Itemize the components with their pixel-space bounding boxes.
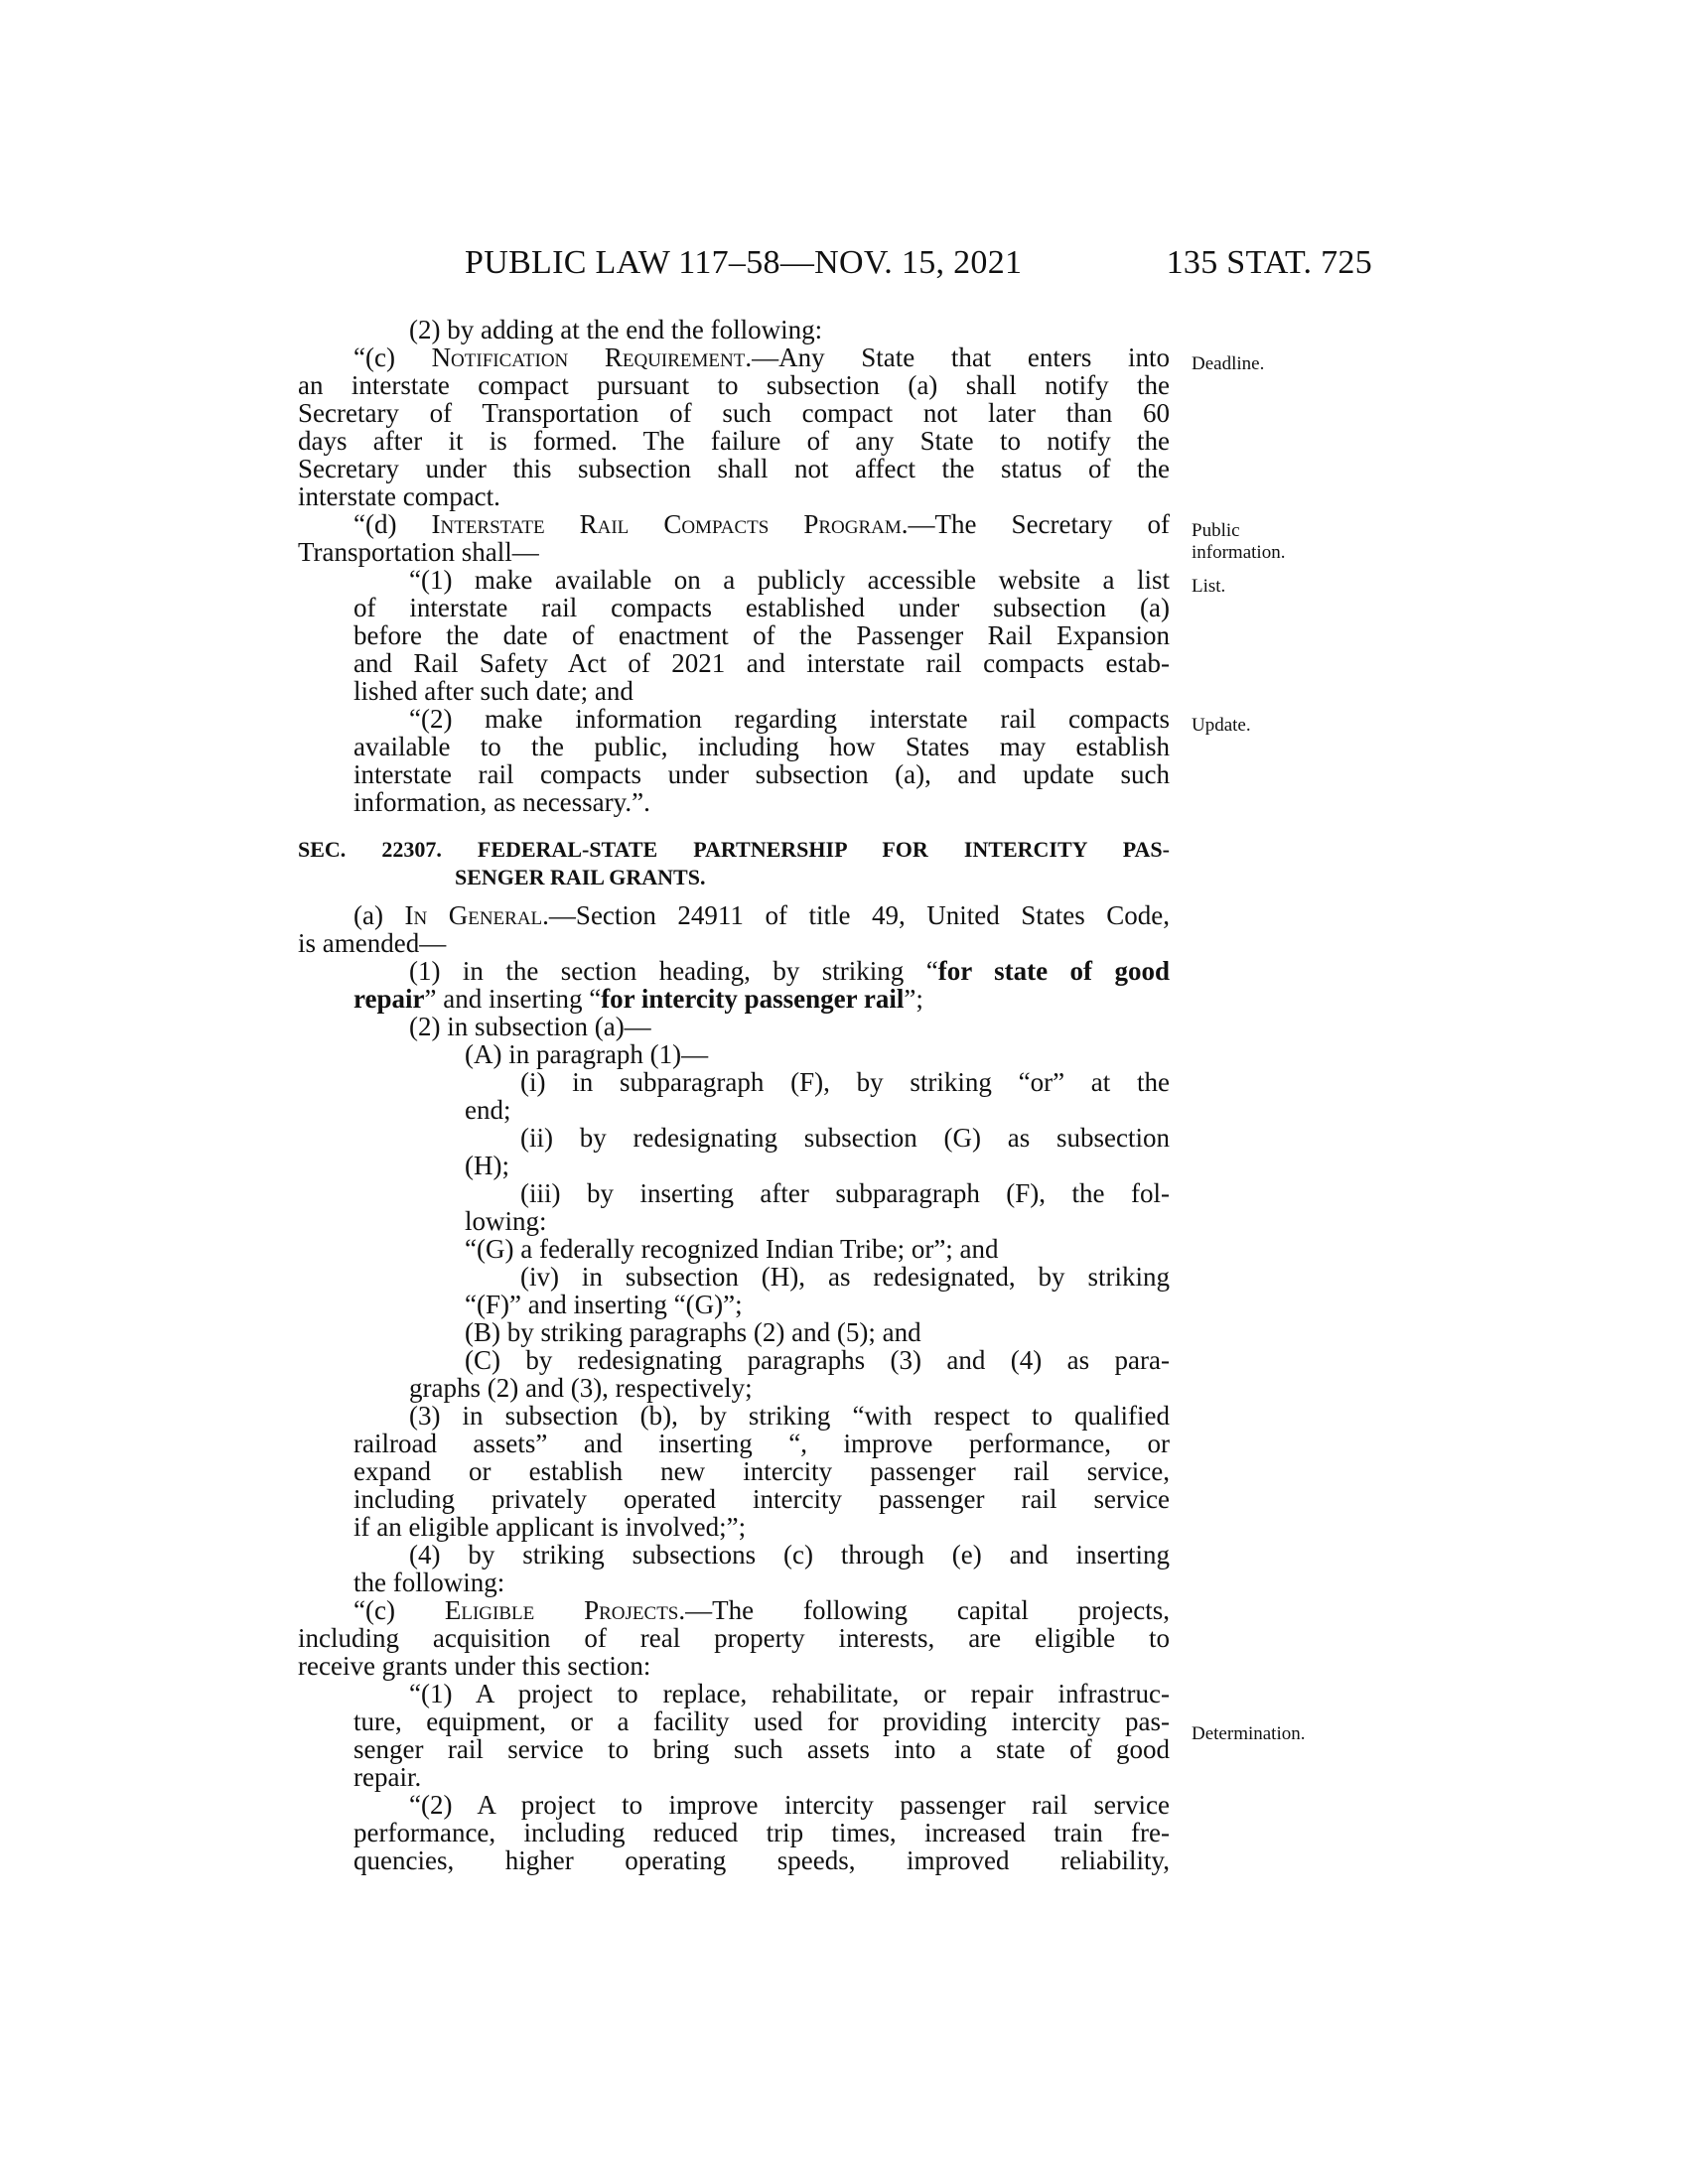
text-line: receive grants under this section: [298, 1651, 651, 1681]
text-line: Transportation shall— [298, 537, 539, 567]
text-line: “(d) Interstate Rail Compacts Program.—The Secretary of [353, 509, 1171, 539]
margin-note-list: List. [1192, 576, 1226, 597]
text-line: including acquisition of real property interests, are eligible to [298, 1623, 1170, 1653]
text-line: “(G) a federally recognized Indian Tribe; or”; and [465, 1234, 999, 1264]
text-line: “(2) A project to improve intercity passenger rail service [409, 1790, 1170, 1820]
margin-note-information: information. [1192, 542, 1286, 563]
margin-note-determination: Determination. [1192, 1723, 1306, 1744]
text-line: (3) in subsection (b), by striking “with respect to qualified [409, 1401, 1170, 1431]
text-line: before the date of enactment of the Passenger Rail Expansion [353, 620, 1170, 650]
text-line: “(1) A project to replace, rehabilitate, or repair infrastruc- [409, 1679, 1170, 1708]
text-line: (1) in the section heading, by striking “for state of good [409, 956, 1170, 986]
running-header-law: PUBLIC LAW 117–58—NOV. 15, 2021 [465, 244, 1023, 281]
text-line: (i) in subparagraph (F), by striking “or” at the [520, 1067, 1170, 1097]
text-line: (H); [465, 1151, 509, 1180]
text-line: information, as necessary.”. [353, 787, 650, 817]
text-line: railroad assets” and inserting “, improve performance, or [353, 1429, 1170, 1458]
text-line: ture, equipment, or a facility used for providing intercity pas- [353, 1706, 1170, 1736]
text-line: is amended— [298, 928, 447, 958]
section-heading: SEC. 22307. FEDERAL-STATE PARTNERSHIP FOR INTERCITY PAS- [298, 837, 1170, 862]
text-line: Secretary of Transportation of such compact not later than 60 [298, 398, 1170, 428]
margin-note-update: Update. [1192, 715, 1251, 736]
running-header-stat: 135 STAT. 725 [1166, 244, 1372, 281]
text-line: and Rail Safety Act of 2021 and interstate rail compacts estab- [353, 648, 1170, 678]
text-line: if an eligible applicant is involved;”; [353, 1512, 747, 1542]
text-line: (A) in paragraph (1)— [465, 1039, 709, 1069]
text-line: lowing: [465, 1206, 547, 1236]
body-text [298, 316, 1170, 1874]
text-line: (2) in subsection (a)— [409, 1012, 651, 1041]
text-line: “(c) Notification Requirement.—Any State that enters into [353, 342, 1170, 372]
text-line: quencies, higher operating speeds, improved reliability, [353, 1845, 1170, 1875]
text-line: “(F)” and inserting “(G)”; [465, 1290, 743, 1319]
text-line: interstate compact. [298, 481, 500, 511]
margin-note-deadline: Deadline. [1192, 353, 1265, 374]
text-line: (iii) by inserting after subparagraph (F), the fol- [520, 1178, 1170, 1208]
text-line: repair. [353, 1762, 422, 1792]
text-line: “(c) Eligible Projects.—The following capital projects, [353, 1595, 1170, 1625]
text-line: including privately operated intercity passenger rail service [353, 1484, 1170, 1514]
text-line: lished after such date; and [353, 676, 633, 706]
text-line: interstate rail compacts under subsection (a), and update such [353, 759, 1170, 789]
text-line: (a) In General.—Section 24911 of title 49, United States Code, [353, 900, 1170, 930]
text-line: senger rail service to bring such assets into a state of good [353, 1734, 1170, 1764]
text-line: “(2) make information regarding interstate rail compacts [409, 704, 1170, 734]
text-line: end; [465, 1095, 511, 1125]
text-line: expand or establish new intercity passenger rail service, [353, 1456, 1170, 1486]
text-line: days after it is formed. The failure of any State to notify the [298, 426, 1170, 456]
text-line: graphs (2) and (3), respectively; [409, 1373, 753, 1403]
text-line: Secretary under this subsection shall not affect the status of the [298, 454, 1170, 483]
text-line: (C) by redesignating paragraphs (3) and (4) as para- [465, 1345, 1170, 1375]
text-line: (4) by striking subsections (c) through (e) and inserting [409, 1540, 1170, 1570]
text-line: the following: [353, 1568, 505, 1597]
text-line: of interstate rail compacts established under subsection (a) [353, 593, 1170, 622]
text-line: available to the public, including how States may establish [353, 732, 1170, 761]
text-line: an interstate compact pursuant to subsection (a) shall notify the [298, 370, 1170, 400]
text-line: (B) by striking paragraphs (2) and (5); and [465, 1317, 921, 1347]
text-line: (ii) by redesignating subsection (G) as subsection [520, 1123, 1170, 1153]
section-heading: SENGER RAIL GRANTS. [455, 865, 706, 889]
text-line: “(1) make available on a publicly accessible website a list [409, 565, 1170, 595]
text-line: performance, including reduced trip times, increased train fre- [353, 1818, 1170, 1847]
text-line: (2) by adding at the end the following: [409, 315, 823, 344]
text-line: (iv) in subsection (H), as redesignated, by striking [520, 1262, 1170, 1292]
margin-note-public: Public [1192, 520, 1240, 541]
text-line: repair” and inserting “for intercity passenger rail”; [353, 984, 923, 1014]
